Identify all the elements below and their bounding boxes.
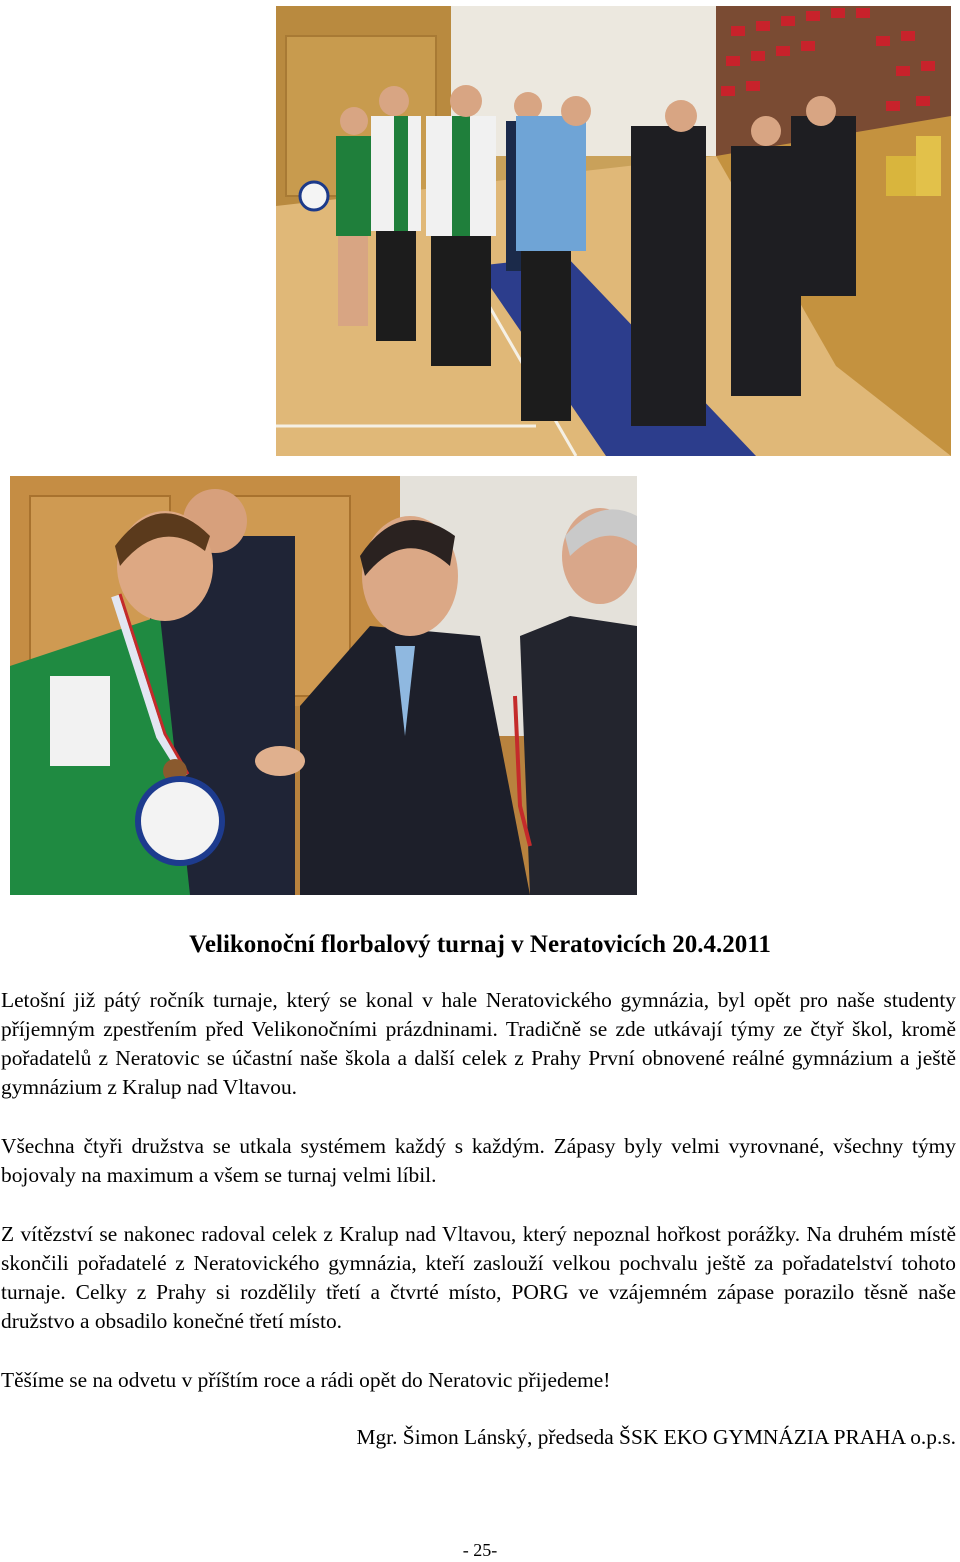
author-signature: Mgr. Šimon Lánský, předseda ŠSK EKO GYMNÁZIA PRAHA o.p.s. — [356, 1425, 956, 1449]
handshake-photo-image — [10, 476, 637, 895]
article-paragraph: Letošní již pátý ročník turnaje, který se konal v hale Neratovického gymnázia, byl opět pro naše studenty příjemným zpestřením před Velikonočními prázdninami. Tradičně se zde utkávají týmy ze čtyř škol, kromě pořadatelů z Neratovic se účastní naše škola a další celek z Prahy První obnovené reálné gymnázium a ještě gymnázium z Kralup nad Vltavou. — [1, 988, 956, 1099]
article-paragraph: Z vítězství se nakonec radoval celek z Kralup nad Vltavou, který nepoznal hořkost porážky. Na druhém místě skončili pořadatelé z Neratovického gymnázia, kteří zaslouží velkou pochvalu ještě za pořadatelství tohoto turnaje. Celky z Prahy si rozdělily třetí a čtvrté místo, PORG ve vzájemném zápase porazilo těsně naše družstvo a obsadilo konečné třetí místo. — [1, 1222, 956, 1333]
article-paragraph: Všechna čtyři družstva se utkala systémem každý s každým. Zápasy byly velmi vyrovnané, všechny týmy bojovaly na maximum a všem se turnaj velmi líbil. — [1, 1134, 956, 1187]
handshake-photo — [10, 476, 637, 895]
article-title: Velikonoční florbalový turnaj v Neratovicích 20.4.2011 — [189, 931, 771, 958]
medal-ceremony-photo-image — [276, 6, 951, 456]
medal-ceremony-photo — [276, 6, 951, 456]
page-number: - 25- — [462, 1540, 498, 1560]
article-paragraph: Těšíme se na odvetu v příštím roce a rádi opět do Neratovic přijedeme! — [1, 1368, 611, 1392]
